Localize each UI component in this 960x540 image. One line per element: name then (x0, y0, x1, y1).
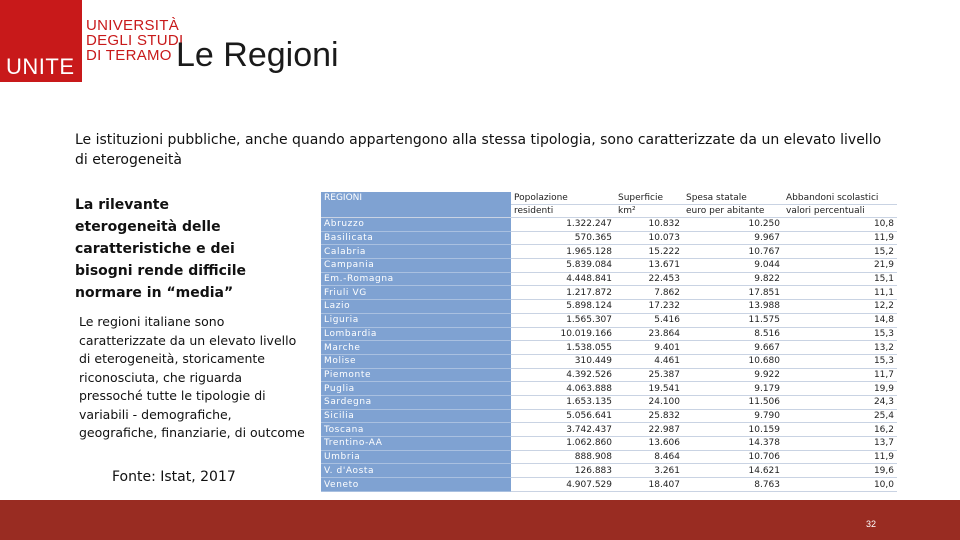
value-cell: 7.862 (615, 286, 683, 300)
header-dropout: Abbandoni scolastici (783, 192, 897, 205)
region-name-cell: Campania (321, 259, 511, 273)
value-cell: 310.449 (511, 354, 615, 368)
value-cell: 10.832 (615, 218, 683, 232)
region-name-cell: Molise (321, 354, 511, 368)
region-name-cell: Friuli VG (321, 286, 511, 300)
value-cell: 1.217.872 (511, 286, 615, 300)
value-cell: 15,2 (783, 245, 897, 259)
value-cell: 1.965.128 (511, 245, 615, 259)
value-cell: 9.044 (683, 259, 783, 273)
value-cell: 10.073 (615, 231, 683, 245)
value-cell: 11,9 (783, 450, 897, 464)
table-row (321, 327, 897, 341)
value-cell: 4.448.841 (511, 272, 615, 286)
table-row (321, 450, 897, 464)
value-cell: 5.898.124 (511, 300, 615, 314)
value-cell: 3.742.437 (511, 423, 615, 437)
regions-table (321, 192, 897, 492)
logo-wordmark (86, 18, 183, 63)
table-row (321, 272, 897, 286)
value-cell: 1.062.860 (511, 437, 615, 451)
table-row (321, 218, 897, 232)
region-name-cell: Lombardia (321, 327, 511, 341)
value-cell: 13.606 (615, 437, 683, 451)
value-cell: 25.832 (615, 409, 683, 423)
value-cell: 1.653.135 (511, 395, 615, 409)
table-row (321, 409, 897, 423)
region-name-cell: Sicilia (321, 409, 511, 423)
value-cell: 23.864 (615, 327, 683, 341)
intro-paragraph: Le istituzioni pubbliche, anche quando appartengono alla stessa tipologia, sono caratterizzate da un elevato livello di eterogeneità (75, 132, 882, 168)
value-cell: 12,2 (783, 300, 897, 314)
value-cell: 10.706 (683, 450, 783, 464)
logo-line-3: DI TERAMO (86, 47, 172, 64)
value-cell: 4.392.526 (511, 368, 615, 382)
value-cell: 10,8 (783, 218, 897, 232)
table-row (321, 382, 897, 396)
value-cell: 10.680 (683, 354, 783, 368)
value-cell: 3.261 (615, 464, 683, 478)
value-cell: 888.908 (511, 450, 615, 464)
region-name-cell: Toscana (321, 423, 511, 437)
region-name-cell: Basilicata (321, 231, 511, 245)
source-note: Fonte: Istat, 2017 (112, 469, 236, 485)
regions-table-container (321, 192, 897, 492)
value-cell: 1.538.055 (511, 341, 615, 355)
value-cell: 10.767 (683, 245, 783, 259)
value-cell: 5.416 (615, 313, 683, 327)
value-cell: 10.019.166 (511, 327, 615, 341)
table-row (321, 478, 897, 492)
header-population: Popolazione (511, 192, 615, 205)
region-name-cell: Marche (321, 341, 511, 355)
value-cell: 10.250 (683, 218, 783, 232)
value-cell: 4.461 (615, 354, 683, 368)
subheader-spending: euro per abitante (683, 205, 783, 218)
logo-line-1: UNIVERSITÀ (86, 17, 180, 34)
region-name-cell: Calabria (321, 245, 511, 259)
region-name-cell: Em.-Romagna (321, 272, 511, 286)
value-cell: 14,8 (783, 313, 897, 327)
value-cell: 13,2 (783, 341, 897, 355)
table-row (321, 259, 897, 273)
value-cell: 1.322.247 (511, 218, 615, 232)
region-name-cell: Umbria (321, 450, 511, 464)
value-cell: 22.453 (615, 272, 683, 286)
table-row (321, 341, 897, 355)
value-cell: 126.883 (511, 464, 615, 478)
logo-line-2: DEGLI STUDI (86, 32, 184, 49)
value-cell: 11,1 (783, 286, 897, 300)
value-cell: 19,6 (783, 464, 897, 478)
subheader-population: residenti (511, 205, 615, 218)
table-row (321, 313, 897, 327)
value-cell: 18.407 (615, 478, 683, 492)
value-cell: 8.763 (683, 478, 783, 492)
subheader-area: km² (615, 205, 683, 218)
table-row (321, 300, 897, 314)
region-column-header: REGIONI (321, 192, 511, 218)
value-cell: 15,3 (783, 327, 897, 341)
value-cell: 17.232 (615, 300, 683, 314)
region-name-cell: Liguria (321, 313, 511, 327)
value-cell: 13.671 (615, 259, 683, 273)
value-cell: 24.100 (615, 395, 683, 409)
table-row (321, 395, 897, 409)
region-name-cell: Trentino-AA (321, 437, 511, 451)
value-cell: 9.179 (683, 382, 783, 396)
header-area: Superficie (615, 192, 683, 205)
value-cell: 22.987 (615, 423, 683, 437)
value-cell: 4.063.888 (511, 382, 615, 396)
value-cell: 14.621 (683, 464, 783, 478)
table-row (321, 231, 897, 245)
region-name-cell: Piemonte (321, 368, 511, 382)
value-cell: 14.378 (683, 437, 783, 451)
value-cell: 9.822 (683, 272, 783, 286)
region-name-cell: Sardegna (321, 395, 511, 409)
value-cell: 24,3 (783, 395, 897, 409)
value-cell: 11.575 (683, 313, 783, 327)
value-cell: 19.541 (615, 382, 683, 396)
table-row (321, 368, 897, 382)
region-name-cell: Abruzzo (321, 218, 511, 232)
table-row (321, 437, 897, 451)
value-cell: 25.387 (615, 368, 683, 382)
value-cell: 13.988 (683, 300, 783, 314)
value-cell: 5.839.084 (511, 259, 615, 273)
value-cell: 8.464 (615, 450, 683, 464)
table-row (321, 354, 897, 368)
slide-title: Le Regioni (176, 36, 339, 74)
value-cell: 9.967 (683, 231, 783, 245)
value-cell: 13,7 (783, 437, 897, 451)
region-name-cell: Veneto (321, 478, 511, 492)
value-cell: 15,1 (783, 272, 897, 286)
value-cell: 25,4 (783, 409, 897, 423)
value-cell: 21,9 (783, 259, 897, 273)
value-cell: 9.401 (615, 341, 683, 355)
table-row (321, 423, 897, 437)
value-cell: 9.667 (683, 341, 783, 355)
university-logo (0, 0, 82, 82)
table-row (321, 245, 897, 259)
region-name-cell: Lazio (321, 300, 511, 314)
value-cell: 570.365 (511, 231, 615, 245)
value-cell: 4.907.529 (511, 478, 615, 492)
logo-brand: UNITE (6, 54, 75, 79)
value-cell: 17.851 (683, 286, 783, 300)
value-cell: 10.159 (683, 423, 783, 437)
value-cell: 11.506 (683, 395, 783, 409)
footer-bar (0, 500, 960, 540)
value-cell: 19,9 (783, 382, 897, 396)
subheader-dropout: valori percentuali (783, 205, 897, 218)
value-cell: 16,2 (783, 423, 897, 437)
value-cell: 5.056.641 (511, 409, 615, 423)
value-cell: 9.790 (683, 409, 783, 423)
page-number: 32 (865, 519, 876, 529)
table-row (321, 464, 897, 478)
table-header-row (321, 192, 897, 205)
value-cell: 9.922 (683, 368, 783, 382)
value-cell: 11,9 (783, 231, 897, 245)
region-name-cell: V. d'Aosta (321, 464, 511, 478)
lead-paragraph: La rilevante eterogeneità delle caratteristiche e dei bisogni rende difficile normare in “media” (75, 197, 247, 301)
table-body (321, 218, 897, 492)
value-cell: 11,7 (783, 368, 897, 382)
table-row (321, 286, 897, 300)
header-spending: Spesa statale (683, 192, 783, 205)
value-cell: 1.565.307 (511, 313, 615, 327)
value-cell: 8.516 (683, 327, 783, 341)
value-cell: 15.222 (615, 245, 683, 259)
value-cell: 15,3 (783, 354, 897, 368)
region-name-cell: Puglia (321, 382, 511, 396)
value-cell: 10,0 (783, 478, 897, 492)
body-paragraph: Le regioni italiane sono caratterizzate da un elevato livello di eterogeneità, storicamente riconosciuta, che riguarda pressoché tutte le tipologie di variabili - demografiche, geografiche, finanziarie, di outcome (79, 314, 305, 440)
